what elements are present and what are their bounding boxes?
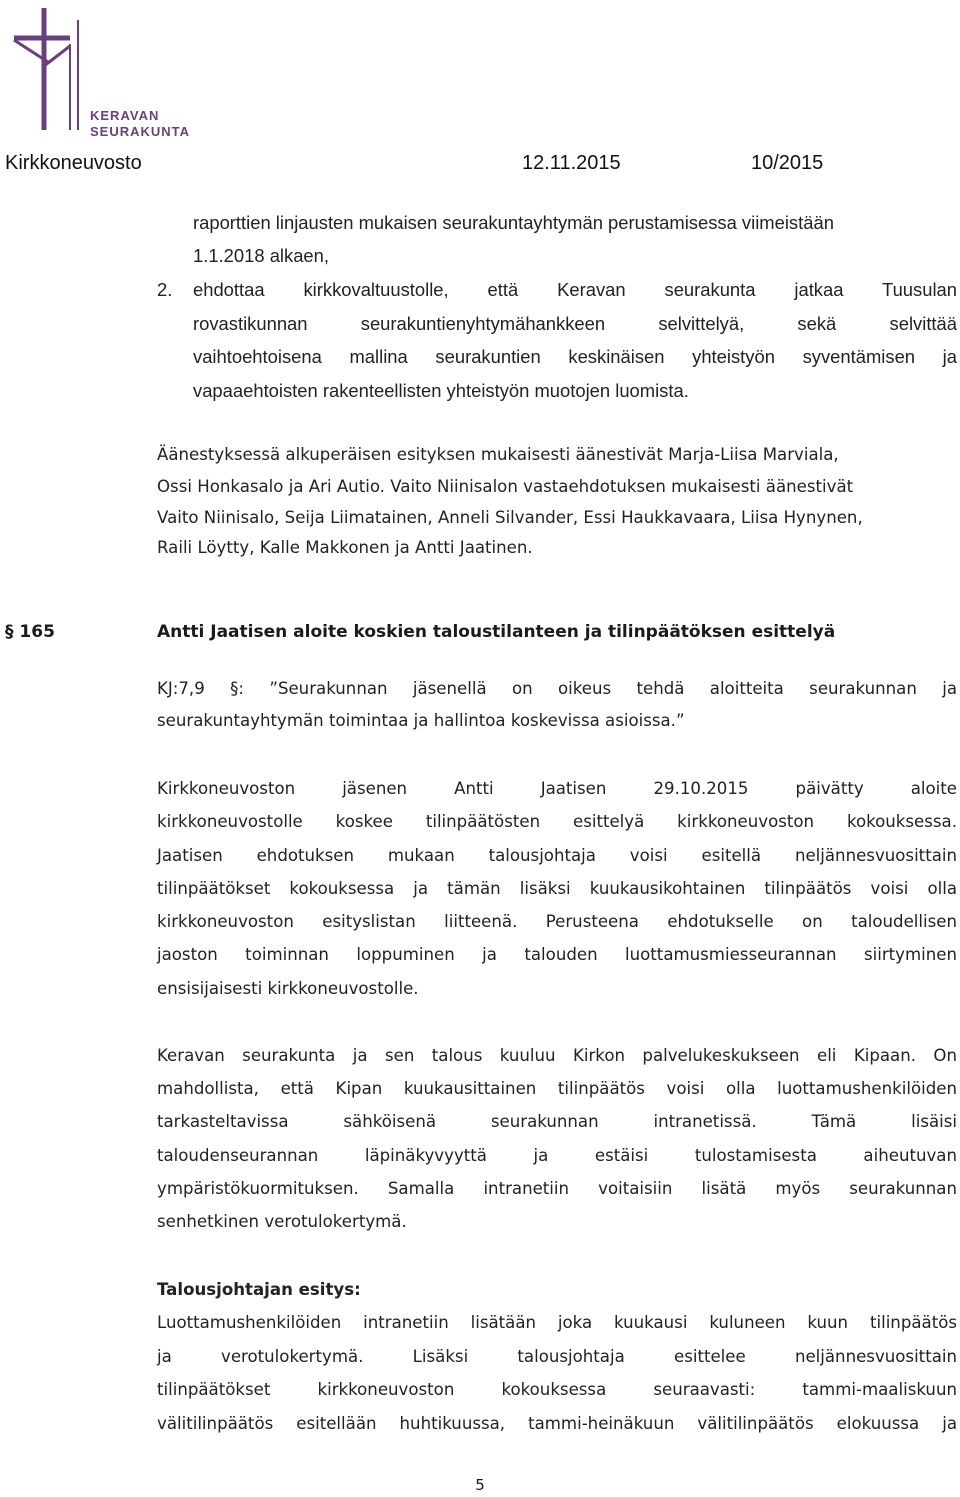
intro-line: 1.1.2018 alkaen, [193, 245, 329, 266]
paragraph-line: kirkkoneuvostolle koskee tilinpäätösten esittelyä kirkkoneuvoston kokouksessa. [157, 812, 957, 831]
vote-line: Vaito Niinisalo, Seija Liimatainen, Anneli Silvander, Essi Haukkavaara, Liisa Hynynen, [157, 508, 863, 527]
paragraph-line: ensisijaisesti kirkkoneuvostolle. [157, 979, 419, 998]
paragraph-line: mahdollista, että Kipan kuukausittainen tilinpäätös voisi olla luottamushenkilöiden [157, 1079, 957, 1098]
intro-line: vapaaehtoisten rakenteellisten yhteistyön muotojen luomista. [193, 380, 689, 401]
vote-line: Raili Löytty, Kalle Makkonen ja Antti Jaatinen. [157, 538, 533, 557]
logo-text-line2: SEURAKUNTA [90, 124, 191, 139]
paragraph-line: kirkkoneuvoston esityslistan liitteenä. Perusteena ehdotukselle on taloudellisen [157, 912, 957, 931]
list-number: 2. [157, 279, 173, 300]
proposal-heading: Talousjohtajan esitys: [157, 1280, 361, 1299]
paragraph-line: Kirkkoneuvoston jäsenen Antti Jaatisen 29.10.2015 päivätty aloite [157, 779, 957, 798]
intro-line: rovastikunnan seurakuntienyhtymähankkeen selvittelyä, sekä selvittää [193, 313, 957, 334]
intro-line: vaihtoehtoisena mallina seurakuntien keskinäisen yhteistyön syventämisen ja [193, 346, 957, 367]
parish-logo [8, 6, 191, 141]
paragraph-line: senhetkinen verotulokertymä. [157, 1212, 407, 1231]
header-meeting-number: 10/2015 [751, 152, 824, 174]
header-date: 12.11.2015 [522, 152, 621, 174]
proposal-line: ja verotulokertymä. Lisäksi talousjohtaja esittelee neljännesvuosittain [157, 1347, 957, 1366]
header-body-name: Kirkkoneuvosto [5, 152, 142, 174]
paragraph-line: tilinpäätökset kokouksessa ja tämän lisäksi kuukausikohtainen tilinpäätös voisi olla [157, 879, 957, 898]
paragraph-line: Jaatisen ehdotuksen mukaan talousjohtaja voisi esitellä neljännesvuosittain [157, 846, 957, 865]
proposal-line: tilinpäätökset kirkkoneuvoston kokouksessa seuraavasti: tammi-maaliskuun [157, 1380, 957, 1399]
law-quote-line: KJ:7,9 §: ”Seurakunnan jäsenellä on oikeus tehdä aloitteita seurakunnan ja [157, 679, 957, 698]
paragraph-line: Keravan seurakunta ja sen talous kuuluu Kirkon palvelukeskukseen eli Kipaan. On [157, 1046, 957, 1065]
paragraph-line: taloudenseurannan läpinäkyvyyttä ja estäisi tulostamisesta aiheutuvan [157, 1146, 957, 1165]
paragraph-line: ympäristökuormituksen. Samalla intranetiin voitaisiin lisätä myös seurakunnan [157, 1179, 957, 1198]
proposal-line: välitilinpäätös esitellään huhtikuussa, tammi-heinäkuun välitilinpäätös elokuussa ja [157, 1414, 957, 1433]
paragraph-line: jaoston toiminnan loppuminen ja talouden luottamusmiesseurannan siirtyminen [157, 945, 957, 964]
proposal-line: Luottamushenkilöiden intranetiin lisätään joka kuukausi kuluneen kuun tilinpäätös [157, 1313, 957, 1332]
intro-line: raporttien linjausten mukaisen seurakuntayhtymän perustamisessa viimeistään [193, 212, 834, 233]
page-number: 5 [475, 1476, 485, 1494]
section-title: Antti Jaatisen aloite koskien taloustilanteen ja tilinpäätöksen esittelyä [157, 622, 836, 642]
intro-line: ehdottaa kirkkovaltuustolle, että Keravan seurakunta jatkaa Tuusulan [193, 279, 957, 300]
logo-text-line1: KERAVAN [90, 108, 160, 123]
paragraph-line: tarkasteltavissa sähköisenä seurakunnan intranetissä. Tämä lisäisi [157, 1112, 957, 1131]
law-quote-line: seurakuntayhtymän toimintaa ja hallintoa koskevissa asioissa.” [157, 711, 685, 730]
section-number: § 165 [5, 622, 55, 642]
vote-line: Äänestyksessä alkuperäisen esityksen mukaisesti äänestivät Marja-Liisa Marviala, [157, 445, 839, 464]
vote-line: Ossi Honkasalo ja Ari Autio. Vaito Niinisalon vastaehdotuksen mukaisesti äänestivät [157, 477, 854, 496]
